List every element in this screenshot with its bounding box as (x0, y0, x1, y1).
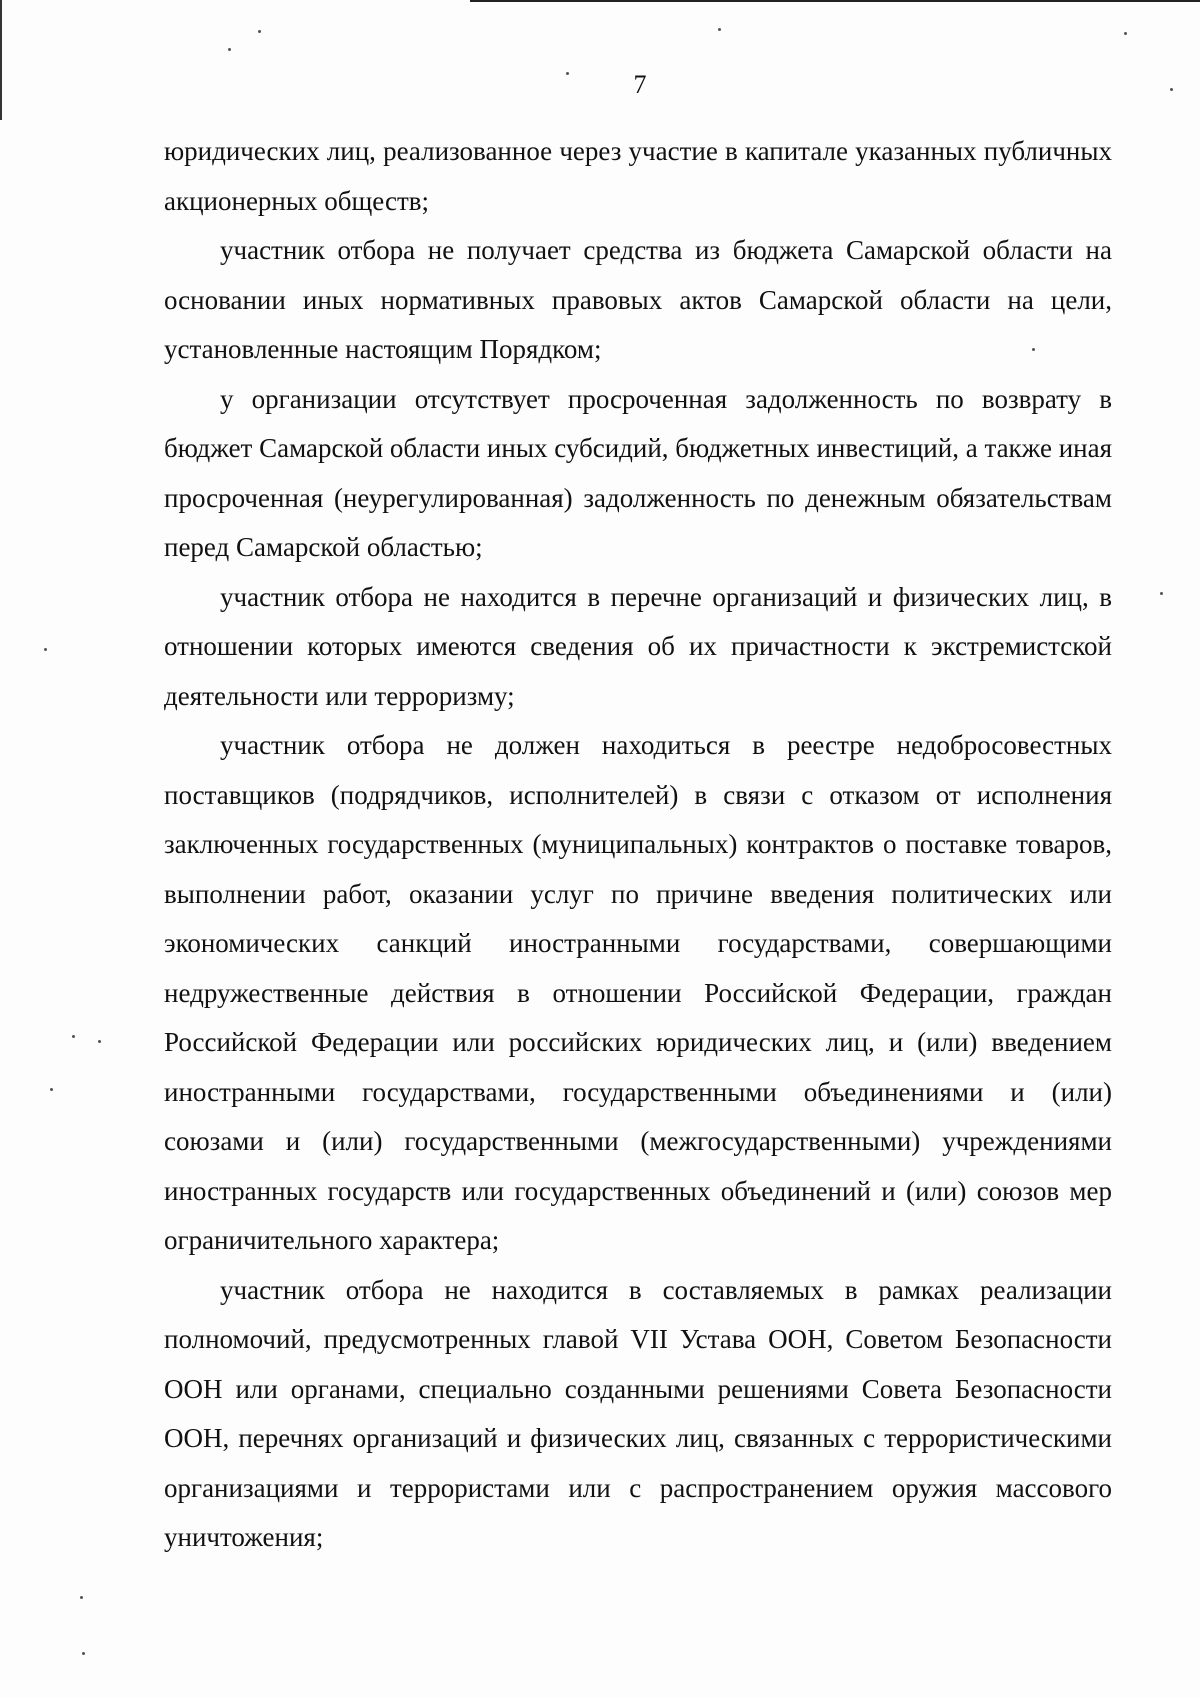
paragraph: участник отбора не находится в перечне организаций и физических лиц, в отношении которых имеются сведения об их причастности к экстремистской деятельности или терроризму; (164, 581, 1112, 711)
scan-speck (1160, 592, 1163, 595)
scan-speck (718, 28, 721, 31)
scan-top-edge (470, 0, 1200, 2)
scan-speck (72, 1035, 75, 1038)
paragraph: участник отбора не получает средства из бюджета Самарской области на основании иных нормативных правовых актов Самарской области на цели, установленные настоящим Порядком; (164, 235, 1112, 364)
scan-speck (44, 648, 47, 651)
paragraph: у организации отсутствует просроченная задолженность по возврату в бюджет Самарской области иных субсидий, бюджетных инвестиций, а также иная просроченная (неурегулированная) задолженность по денежным обязательствам перед Самарской областью; (164, 383, 1113, 562)
scan-speck (258, 30, 261, 33)
paragraph: участник отбора не находится в составляемых в рамках реализации полномочий, предусмотренных главой VII Устава ООН, Советом Безопасности ООН или органами, специально созданными решениями Совета Безопасности ООН, перечнях организаций и физических лиц, связанных с террористическими организациями и террористами или с распространением оружия массового уничтожения; (164, 1274, 1112, 1552)
scan-speck (1124, 32, 1127, 35)
scan-speck (82, 1652, 85, 1655)
paragraph: юридических лиц, реализованное через участие в капитале указанных публичных акционерных обществ; (164, 136, 1112, 216)
scan-speck (98, 1040, 101, 1043)
scan-speck (50, 1088, 53, 1091)
document-body (164, 127, 1112, 1563)
scan-speck (228, 48, 231, 51)
scan-left-edge (0, 0, 2, 120)
page-number: 7 (633, 70, 647, 99)
scan-speck (80, 1596, 83, 1599)
paragraph: участник отбора не должен находиться в реестре недобросовестных поставщиков (подрядчиков, исполнителей) в связи с отказом от исполнения заключенных государственных (муниципальных) контрактов о поставке товаров, выполнении работ, оказании услуг по причине введения политических или экономических санкций иностранными государствами, совершающими недружественные действия в отношении Российской Федерации, граждан Российской Федерации или российских юридических лиц, и (или) введением иностранными государствами, государственными объединениями и (или) союзами и (или) государственными (межгосударственными) учреждениями иностранных государств или государственных объединений и (или) союзов мер ограничительного характера; (164, 730, 1112, 1255)
